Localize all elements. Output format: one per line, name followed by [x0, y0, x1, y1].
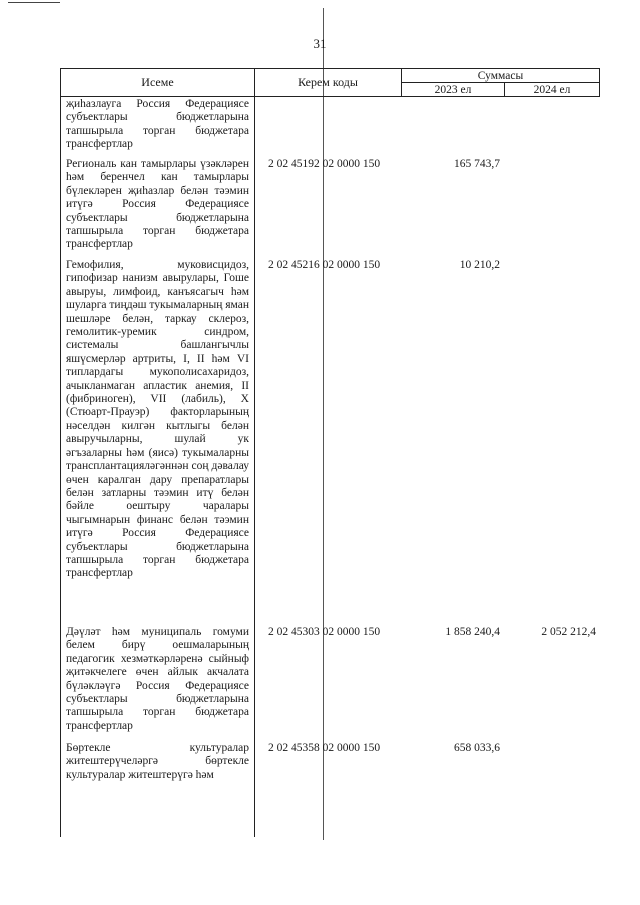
row-name: җиhазлауга Россия Федерациясе субъектлары бюджетларына тапшырыла торган бюджетара трансфертлар — [66, 98, 249, 151]
page-fold-line — [323, 8, 324, 840]
header-name: Исеме — [60, 68, 255, 97]
row-value-2023: 165 743,7 — [454, 158, 500, 170]
header-year-2024: 2024 ел — [504, 82, 600, 97]
table-left-border — [60, 97, 61, 837]
header-sum: Суммасы — [401, 68, 600, 83]
page-number: 31 — [313, 36, 327, 51]
row-code: 2 02 45358 02 0000 150 — [268, 742, 381, 754]
row-value-2023: 658 033,6 — [454, 742, 500, 754]
row-code: 2 02 45216 02 0000 150 — [268, 259, 381, 271]
header-year-2023: 2023 ел — [401, 82, 505, 97]
row-code: 2 02 45303 02 0000 150 — [268, 626, 381, 638]
table-column-divider — [254, 97, 255, 837]
top-left-rule — [8, 2, 60, 3]
row-value-2024: 2 052 212,4 — [541, 626, 596, 638]
row-value-2023: 1 858 240,4 — [445, 626, 500, 638]
row-name: Дәүләт hәм муниципаль гомуми белем бирү оешмаларының педагогик хезмәткәрләренә сыйныф җитәкчелеге өчен айлык акчалата бүләкләүгә Россия Федерациясе субъектлары бюджетларына тапшырыла торган бюджетара трансфертлар — [66, 626, 249, 732]
row-code: 2 02 45192 02 0000 150 — [268, 158, 381, 170]
row-name: Бөртекле культуралар житештерүчеләргә бөртекле культуралар житештерүгә hәм — [66, 742, 249, 781]
row-name: Региональ кан тамырлары үзәкләрен hәм беренчел кан тамырлары бүлекләрен җиhазлар белән тәэмин итүгә Россия Федерациясе субъектлары бюджетларына тапшырыла торган бюджетара трансфертлар — [66, 158, 249, 251]
row-name: Гемофилия, муковисцидоз, гипофизар нанизм авырулары, Гоше авыруы, лимфоид, канъясагыч hәм шуларга тиңдәш тукымаларның яман шешләре белән, таркау склероз, гемолитик-уремик синдром, системалы башлангычлы яшүсмерләр артриты, I, II hәм VI типлардагы мукополисахаридоз, ачыкланмаган апластик анемия, II (фибриноген), VII (лабиль), X (Стюарт-Прауэр) факторларының нәселдән килгән кытлыгы белән авыручыларны, шулай ук әгъзаларны hәм (яисә) тукымаларны трансплантацияләгәннән соң дәвалау өчен каралган дару препаратлары белән затларны тәэмин итү белән бәйле оештыру чаралары чыгымнарын финанс белән тәэмин итүгә Россия Федерациясе субъектлары бюджетларына тапшырыла торган бюджетара трансфертлар — [66, 259, 250, 580]
row-value-2023: 10 210,2 — [459, 259, 500, 271]
header-code: Керем коды — [254, 68, 402, 97]
